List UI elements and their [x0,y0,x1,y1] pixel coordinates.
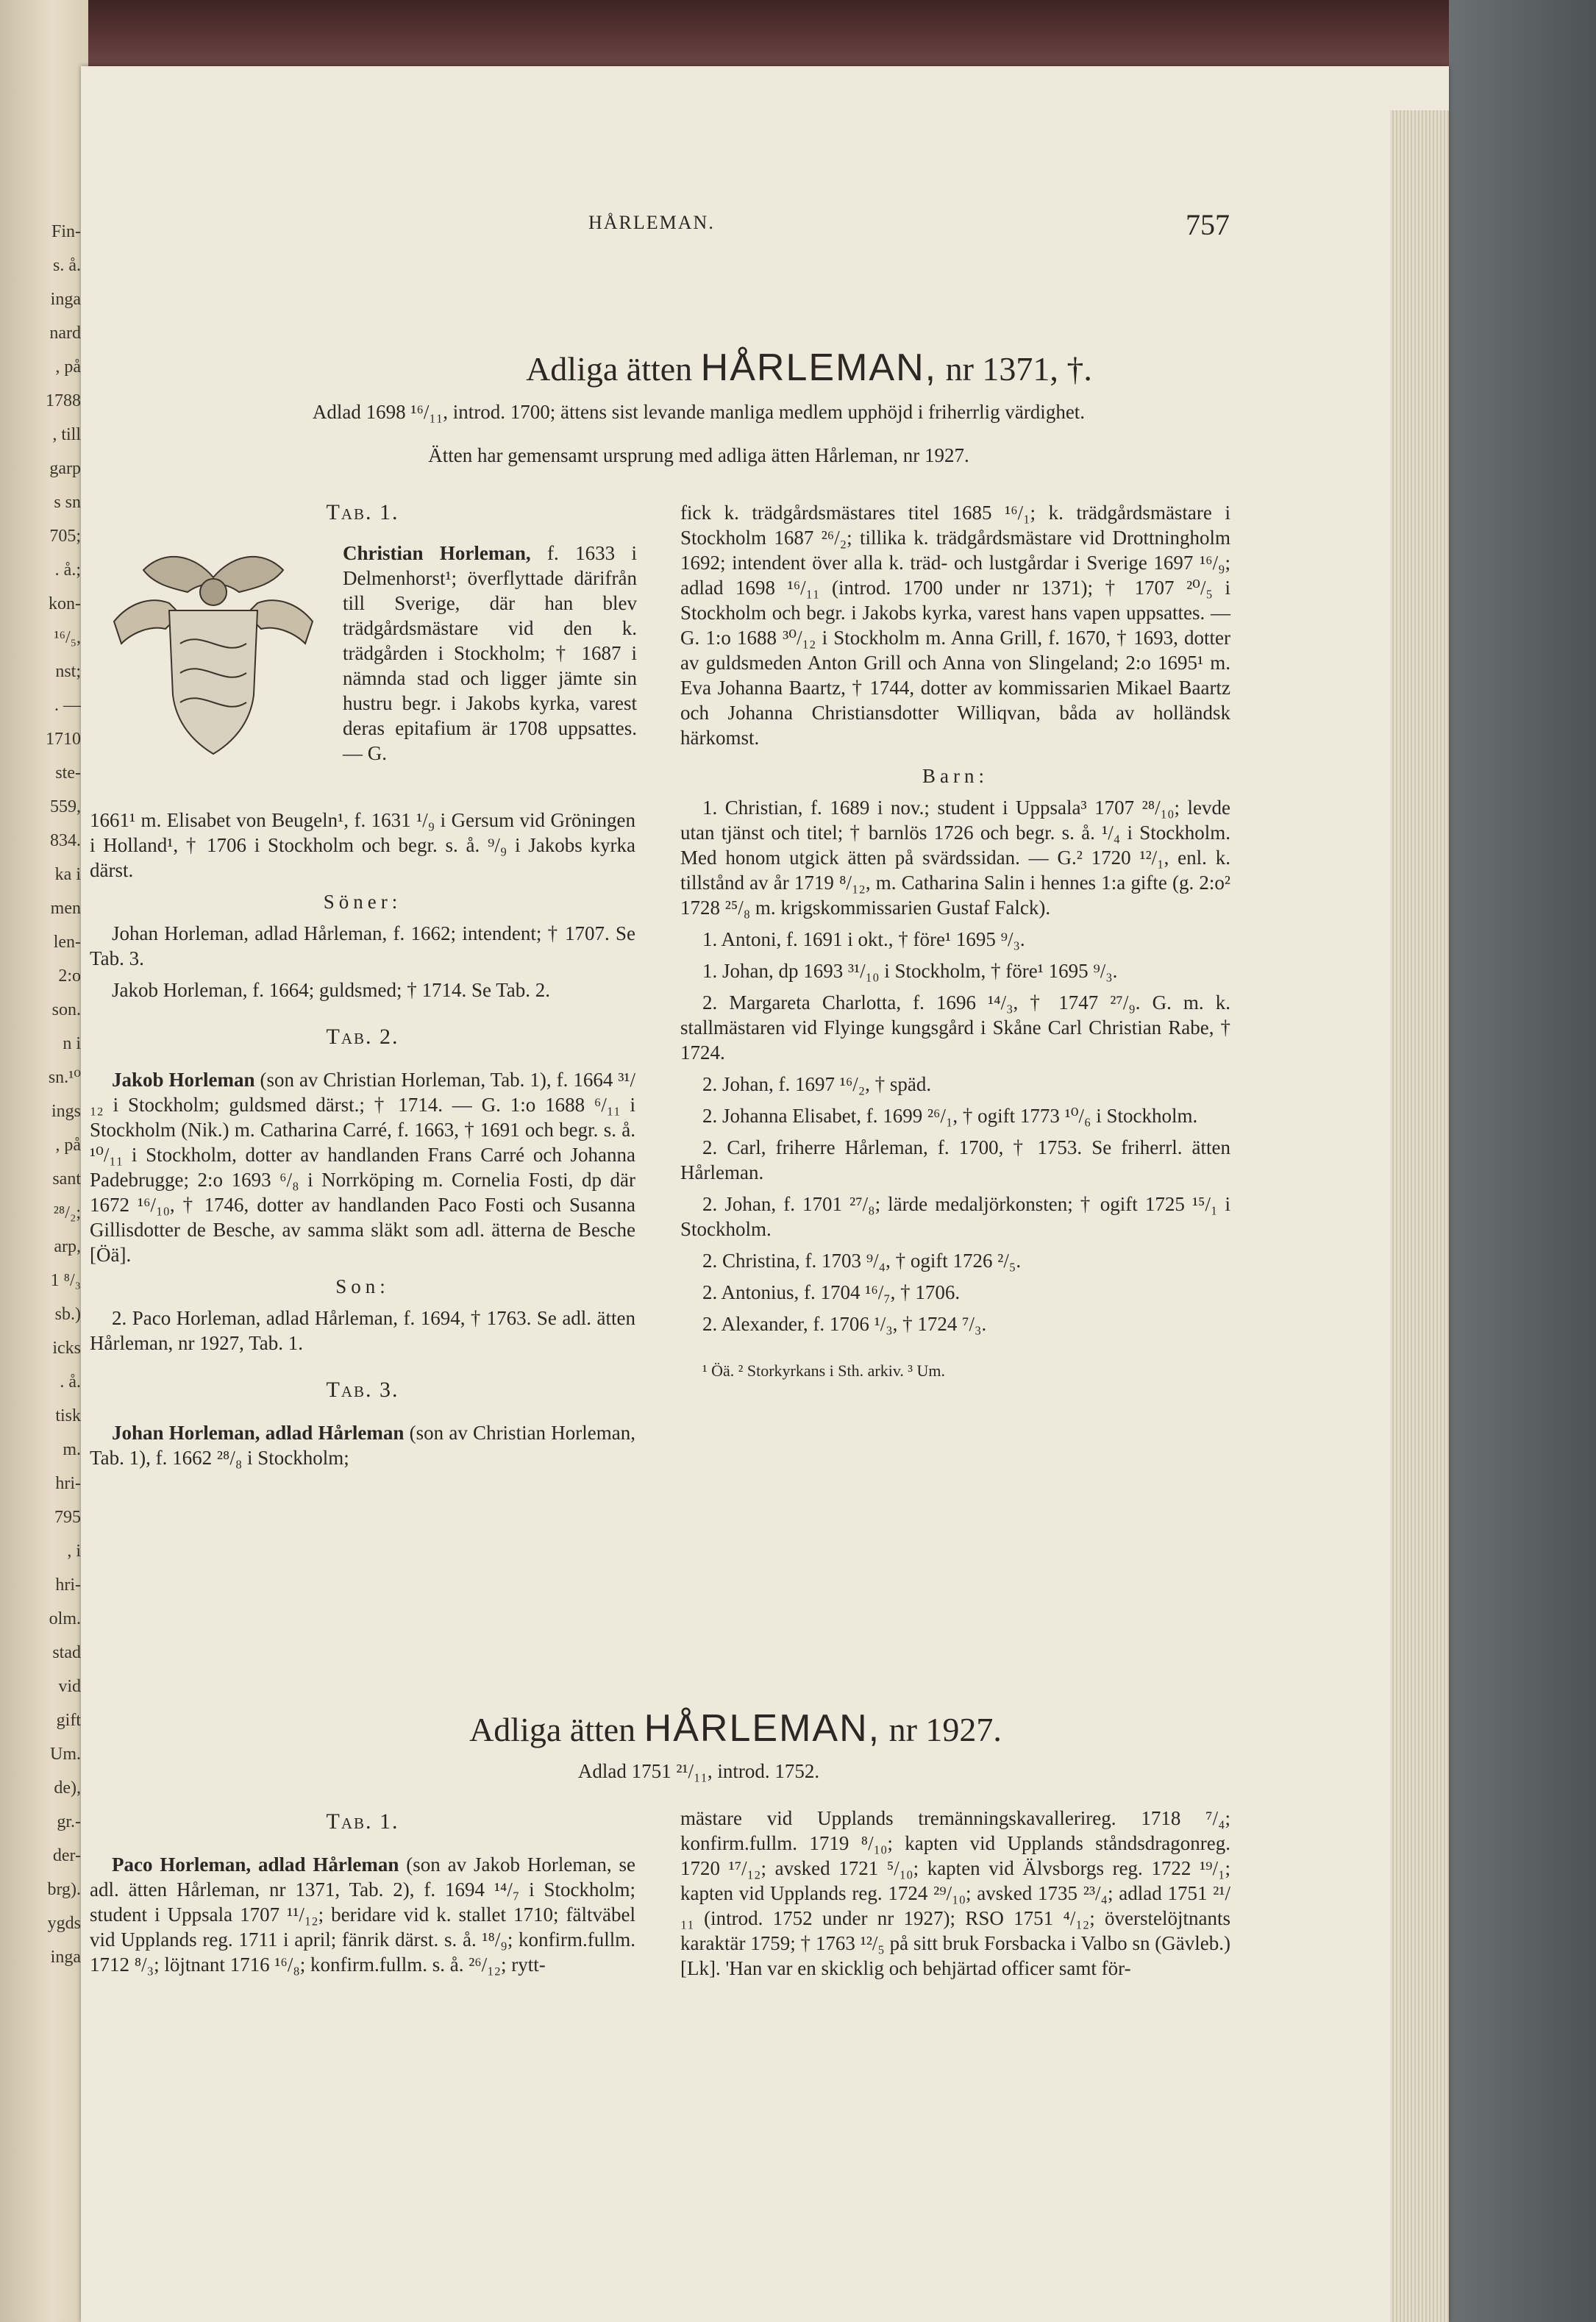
margin-fragment: 705; [49,527,81,546]
child-entry: 1. Christian, f. 1689 i nov.; student i Uppsala³ 1707 ²⁸/₁₀; levde utan tjänst och titel; † barnlös 1726 och begr. s. å. ¹/₄ i Stockholm. Med honom utgick ätten på svärdssidan. — G.² 1720 ¹²/₁, enl. k. tillstånd av år 1719 ⁸/₁₂, m. Catharina Salin i hennes 1:a gifte (g. 2:o² 1728 ²⁵/₈ m. krigskommissarien Gustaf Falck). [680,797,1230,919]
margin-fragment: hri- [55,1474,81,1493]
margin-fragment: . å.; [54,560,81,580]
margin-fragment: nard [49,324,81,343]
margin-fragment: , till [52,425,81,444]
margin-fragment: brg). [47,1880,81,1899]
section2-tab1-heading: Tab. 1. [326,1809,399,1834]
right-column [680,500,1230,1390]
previous-page-strip [0,0,88,2322]
title-family: HÅRLEMAN, [700,346,938,389]
child-entry: 2. Carl, friherre Hårleman, f. 1700, † 1753. Se friherrl. ätten Hårleman. [680,1136,1230,1183]
book-cover-edge [1449,0,1596,2322]
margin-fragment: de), [54,1778,81,1798]
margin-fragment: 2:o [58,966,81,986]
tab1-continuation: 1661¹ m. Elisabet von Beugeln¹, f. 1631 ¹/₉ i Gersum vid Gröningen i Holland¹, † 1706 i Stockholm och begr. s. å. ⁹/₉ i Jakobs kyrka därst. [90,809,635,881]
margin-fragment: 795 [54,1508,81,1527]
child-entry: 2. Margareta Charlotta, f. 1696 ¹⁴/₃, † 1747 ²⁷/₉. G. m. k. stallmästaren vid Flyinge kungsgård i Skåne Carl Christian Rabe, † 1724. [680,991,1230,1064]
margin-fragment: . å. [60,1372,81,1392]
section-subtitle-1: Adlad 1698 ¹⁶/₁₁, introd. 1700; ättens sist levande manliga medlem upphöjd i friherrlig värdighet. [312,401,1086,423]
tab1-coat-paragraph [343,541,637,766]
child-entry: 2. Antonius, f. 1704 ¹⁶/₇, † 1706. [702,1281,961,1303]
margin-fragment: 1710 [46,730,81,749]
person-name: Jakob Horleman [112,1069,255,1091]
tab2-text: (son av Christian Horleman, Tab. 1), f. 1664 ³¹/₁₂ i Stockholm; guldsmed därst.; † 1714. — G. 1:o 1688 ⁶/₁₁ i Stockholm (Nik.) m. Catharina Carré, f. 1663, † 1691 och begr. s. å. ¹⁰/₁₁ i Stockholm, dotter av handlanden Frans Carré och Johanna Padebrugge; 2:o 1693 ⁶/₈ i Norrköping m. Cornelia Fosti, dp där 1672 ¹⁶/₁₀, † 1746, dotter av handlanden Paco Fosti och Susanna Gillisdotter de Besche, av samma släkt som adl. ätterna de Besche [Öä]. [90,1069,636,1266]
child-entry: 2. Johanna Elisabet, f. 1699 ²⁶/₁, † ogift 1773 ¹⁰/₆ i Stockholm. [702,1105,1198,1127]
margin-fragment: inga [50,1948,81,1967]
child-entry: 2. Johan, f. 1701 ²⁷/₈; lärde medaljörkonsten; † ogift 1725 ¹⁵/₁ i Stockholm. [680,1193,1230,1240]
margin-fragment: ¹⁶/₅, [54,628,81,647]
margin-fragment: hri- [55,1575,81,1595]
title-family: HÅRLEMAN, [644,1707,881,1750]
title-suffix: nr 1927. [888,1711,1002,1748]
margin-fragment: ste- [55,763,81,783]
tab2-paragraph [90,1067,635,1267]
margin-fragment: 1788 [46,391,81,410]
person-name: Christian Horleman, [343,542,531,564]
barn-heading: Barn: [922,765,988,787]
margin-fragment: . — [54,696,81,715]
left-column-top [90,485,635,543]
section2-right-column [680,1806,1230,1987]
margin-fragment: olm. [49,1609,81,1628]
margin-fragment: stad [52,1643,81,1662]
tab3-continuation: fick k. trädgårdsmästares titel 1685 ¹⁶/₁; k. trädgårdsmästare i Stockholm 1687 ²⁶/₂; tillika k. trädgårdsmästare vid Drottningholm 1692; intendent över alla k. träd- och lustgårdar i Sverige 1697 ¹⁶/₉; adlad 1698 ¹⁶/₁₁ (introd. 1700 under nr 1371); † 1707 ²⁰/₅ i Stockholm och begr. i Jakobs kyrka, varest hans vapen uppsattes. — G. 1:o 1688 ³⁰/₁₂ i Stockholm m. Anna Grill, f. 1670, † 1693, dotter av guldsmeden Anton Grill och Anna von Slingeland; 2:o 1695¹ m. Eva Johanna Baartz, † 1744, dotter av kommissarien Mikael Baartz och Johanna Christiansdotter Williqvan, båda av holländsk härkomst. [680,502,1230,749]
margin-fragment: s sn [54,493,81,512]
soner-heading: Söner: [323,891,402,913]
tab1-text: f. 1633 i Delmenhorst¹; överflyttade därifrån till Sverige, där han blev trädgårdsmästare vid den k. trädgården i Stockholm; † 1687 i nämnda stad och ligger jämte sin hustru begr. i Jakobs kyrka, varest deras epitafium är 1708 uppsattes. — G. [343,542,637,764]
tab3-heading: Tab. 3. [326,1378,399,1402]
margin-fragment: sant [52,1169,81,1189]
margin-fragment: ²⁸/₂; [53,1203,81,1222]
coat-of-arms-icon [99,541,327,761]
tab3-paragraph [90,1420,635,1470]
margin-fragment: kon- [49,594,81,613]
margin-fragment: son. [51,1000,81,1019]
section2-right-paragraph: mästare vid Upplands tremänningskavallerireg. 1718 ⁷/₄; konfirm.fullm. 1719 ⁸/₁₀; kapten vid Upplands ståndsdragonreg. 1720 ¹⁷/₁₂; avsked 1721 ⁵/₁₀; kapten vid Älvsborgs reg. 1722 ¹⁹/₁; kapten vid Upplands reg. 1724 ²⁹/₁₀; avsked 1735 ²³/₄; adlad 1751 ²¹/₁₁ (introd. 1752 under nr 1927); RSO 1751 ⁴/₁₂; överstelöjtnants karaktär 1759; † 1763 ¹²/₅ på sitt bruk Forsbacka i Valbo sn (Gävleb.) [Lk]. 'Han var en skicklig och behjärtad officer samt för- [680,1807,1230,1979]
margin-fragment: 559, [50,797,81,816]
son-heading: Son: [335,1275,390,1297]
title-prefix: Adliga ätten [526,350,693,388]
margin-fragment: ings [51,1102,81,1121]
margin-fragment: icks [52,1339,81,1358]
margin-fragment: sb.) [54,1305,81,1324]
section-title-1927 [221,1706,1250,1751]
footnotes: ¹ Öä. ² Storkyrkans i Sth. arkiv. ³ Um. [702,1361,945,1380]
margin-fragment: 834. [50,831,81,850]
margin-fragment: men [50,899,81,918]
margin-fragment: ka i [54,865,81,884]
margin-fragment: , på [55,1136,81,1155]
child-entry: 2. Christina, f. 1703 ⁹/₄, † ogift 1726 ²/₅. [702,1250,1022,1272]
left-column-body [90,808,635,1477]
margin-fragment: nst; [55,662,81,681]
tab2-heading: Tab. 2. [326,1025,399,1049]
page-number: 757 [1186,208,1230,241]
section2-left-column [90,1795,635,1984]
son-entry: 2. Paco Horleman, adlad Hårleman, f. 1694, † 1763. Se adl. ätten Hårleman, nr 1927, Tab. 1. [90,1307,635,1354]
margin-fragment: s. å. [53,256,81,275]
person-name: Johan Horleman, adlad Hårleman [112,1422,405,1444]
margin-fragment: len- [53,933,81,952]
tab1-heading: Tab. 1. [326,500,399,524]
margin-fragment: Um. [50,1745,81,1764]
section-subtitle-2: Ätten har gemensamt ursprung med adliga ätten Hårleman, nr 1927. [428,444,969,466]
margin-fragment: inga [50,290,81,309]
margin-fragment: , på [55,357,81,377]
section2-left-text: (son av Jakob Horleman, se adl. ätten Hårleman, nr 1371, Tab. 2), f. 1694 ¹⁴/₇ i Stockholm; student i Uppsala 1707 ¹¹/₁₂; beridare vid k. stallet 1710; fältväbel vid Upplands reg. 1711 i april; fänrik därst. s. å. ¹⁸/₉; konfirm.fullm. 1712 ⁸/₃; löjtnant 1716 ¹⁶/₈; konfirm.fullm. s. å. ²⁶/₁₂; rytt- [90,1853,635,1976]
child-entry: 1. Antoni, f. 1691 i okt., † före¹ 1695 ⁹/₃. [702,928,1025,950]
margin-fragment: sn.¹⁰ [48,1068,81,1087]
section-title-1371 [294,346,1324,390]
margin-fragment: arp, [54,1237,81,1256]
page-edges [1390,110,1449,2322]
title-prefix: Adliga ätten [469,1711,636,1748]
running-head: HÅRLEMAN. [588,212,715,233]
tab3-text: (son av Christian Horleman, Tab. 1), f. 1662 ²⁸/₈ i Stockholm; [90,1422,635,1469]
margin-fragment: der- [52,1846,81,1865]
margin-fragment: gift [56,1711,81,1730]
margin-fragment: tisk [55,1406,81,1425]
margin-fragment: m. [63,1440,81,1459]
son-entry: Jakob Horleman, f. 1664; guldsmed; † 1714. Se Tab. 2. [112,979,551,1001]
margin-fragment: garp [49,459,81,478]
margin-fragment: vid [58,1677,81,1696]
person-name: Paco Horleman, adlad Hårleman [112,1853,399,1876]
title-suffix: nr 1371, †. [945,350,1092,388]
child-entry: 2. Johan, f. 1697 ¹⁶/₂, † späd. [702,1073,932,1095]
margin-fragment: 1 ⁸/₃ [50,1271,81,1290]
child-entry: 2. Alexander, f. 1706 ¹/₃, † 1724 ⁷/₃. [702,1313,987,1335]
margin-fragment: ygds [47,1914,81,1933]
margin-fragment: gr.- [57,1812,81,1831]
margin-fragment: Fin- [51,222,81,241]
margin-fragment: n i [63,1034,81,1053]
child-entry: 1. Johan, dp 1693 ³¹/₁₀ i Stockholm, † före¹ 1695 ⁹/₃. [702,960,1118,982]
section2-left-paragraph [90,1852,635,1977]
margin-fragment: , i [67,1542,81,1561]
son-entry: Johan Horleman, adlad Hårleman, f. 1662; intendent; † 1707. Se Tab. 3. [90,922,635,969]
section-subtitle-3: Adlad 1751 ²¹/₁₁, introd. 1752. [577,1760,820,1782]
